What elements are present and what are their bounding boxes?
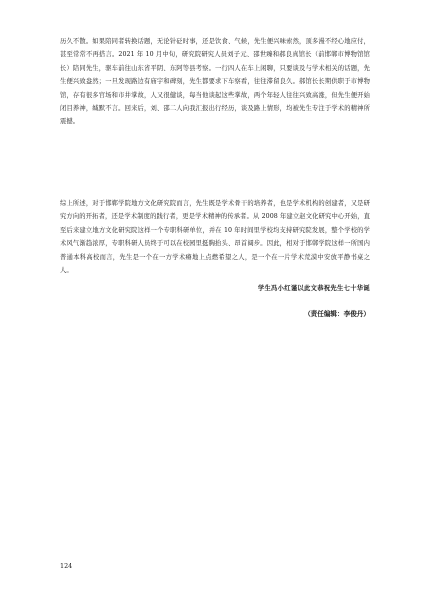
page-number: 124 bbox=[60, 562, 73, 570]
author-dedication: 学生冯小红谨以此文恭祝先生七十华诞 bbox=[257, 285, 370, 292]
body-paragraph-1: 历久不散。如果陪同者转换话题，无论针砭时事，还是饮食、气候，先生便兴味索然，顶多漫不经心地应付，甚至常常不再搭言。2021 年 10 月中旬，研究院研究人员刘子元、邵世臻和郝良真馆长（前邯郸市博物馆馆长）陪同先生，驱车前往山东省平阴、东阿等县考察。一行四人在车上闲聊，只要谈及与学术相关的话题，先生便兴致盎然；一旦发现路边有庙宇和碑刻，先生都要求下车察看，往往滞留良久。郝馆长长期供职于市博物馆，存有很多官场和市井掌故，人又很健谈，每当他谈起这些掌故，两个年轻人往往兴致高涨，但先生便开始闭目养神，缄默不言。回来后，刘、邵二人向我汇报出行经历，谈及路上情形，均被先生专注于学术的精神所震撼。 bbox=[60, 38, 370, 126]
responsible-editor-line: （责任编辑：李俊丹） bbox=[304, 310, 370, 318]
body-paragraph-2: 综上所述，对于邯郸学院地方文化研究院而言，先生既是学术骨干的培养者，也是学术机构的创建者，又是研究方向的开拓者，还是学术制度的践行者，更是学术精神的传承者。从 2008 年建立赵文化研究中心开始，直至后来建立地方文化研究院这样一个专职科研单位，并在 10 年时间里学校均支持研究院发展，整个学校的学术风气渐趋浓厚，专职科研人员终于可以在校园里挺胸抬头、昂首阔步。因此，相对于邯郸学院这样一所国内普通本科高校而言，先生是一个在一方学术瘠地上点燃希望之人，是一个在一片学术荒漠中安放平静书桌之人。 bbox=[60, 200, 370, 275]
